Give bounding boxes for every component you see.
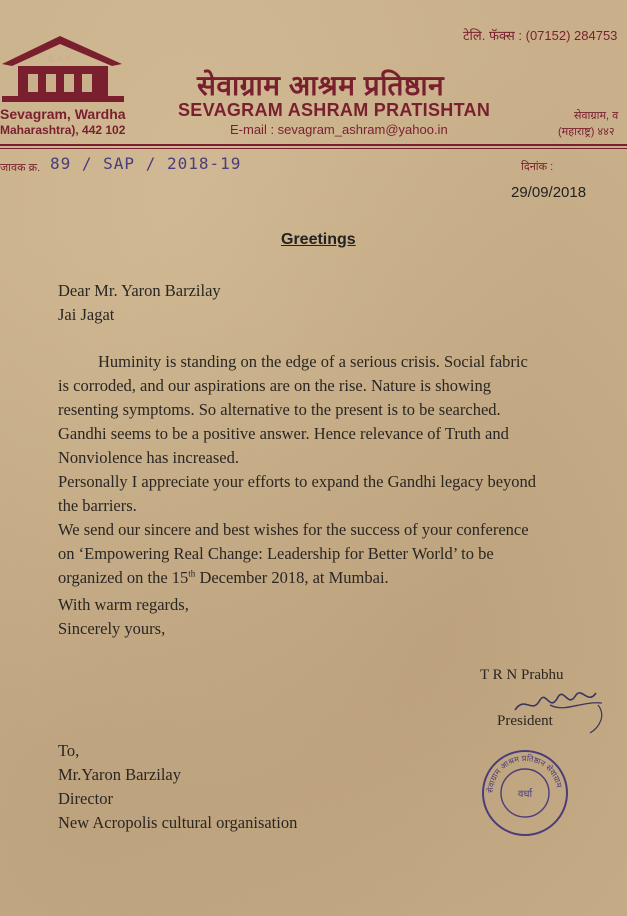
greeting-heading: Greetings — [281, 231, 356, 248]
svg-text:वर्धा: वर्धा — [517, 789, 533, 800]
date-label: दिनांक : — [521, 161, 554, 173]
text-run: December 2018, at Mumbai. — [195, 568, 389, 587]
header-rule — [0, 144, 627, 146]
paragraph-line — [58, 568, 389, 588]
jai-jagat: Jai Jagat — [58, 305, 115, 324]
paragraph-line: on ‘Empowering Real Change: Leadership for Better World’ to be — [58, 544, 494, 563]
paragraph-line: Personally I appreciate your efforts to expand the Gandhi legacy beyond — [58, 472, 537, 491]
org-name-english: SEVAGRAM ASHRAM PRATISHTAN — [178, 100, 491, 120]
svg-text:सेवाग्राम आश्रम प्रतिष्ठान सेव: सेवाग्राम आश्रम प्रतिष्ठान सेवाग्राम — [485, 753, 564, 794]
address-right-line2: (महाराष्ट्र) ४४२ — [558, 126, 615, 138]
recipient-name: Mr.Yaron Barzilay — [58, 765, 181, 784]
recipient-organisation: New Acropolis cultural organisation — [58, 813, 298, 832]
signatory-title: President — [497, 713, 553, 729]
reference-label: जावक क्र. — [0, 162, 41, 174]
header-rule-thin — [0, 148, 627, 149]
paragraph-line: the barriers. — [58, 496, 137, 515]
paragraph-line: Nonviolence has increased. — [58, 448, 239, 467]
ashram-seal-stamp — [480, 748, 570, 838]
svg-text:S.A.P.: S.A.P. — [48, 54, 73, 64]
paragraph-line: Gandhi seems to be a positive answer. Hence relevance of Truth and — [58, 424, 509, 443]
ashram-hut-logo — [0, 26, 124, 108]
closing-line: With warm regards, — [58, 595, 189, 614]
org-email: E-mail : sevagram_ashram@yahoo.in — [230, 122, 448, 137]
recipient-role: Director — [58, 789, 113, 808]
ordinal-suffix: th — [188, 568, 196, 579]
paragraph-line: resenting symptoms. So alternative to the present is to be searched. — [58, 400, 501, 419]
telefax-number: टेलि. फॅक्स : (07152) 284753 — [463, 28, 618, 43]
letter-date: 29/09/2018 — [511, 184, 587, 201]
address-left-line2: Maharashtra), 442 102 — [0, 123, 126, 137]
salutation: Dear Mr. Yaron Barzilay — [58, 281, 221, 300]
paragraph-line: Huminity is standing on the edge of a serious crisis. Social fabric — [98, 352, 528, 371]
address-left-line1: Sevagram, Wardha — [0, 106, 126, 122]
org-name-hindi: सेवाग्राम आश्रम प्रतिष्ठान — [197, 70, 445, 101]
address-right-line1: सेवाग्राम, व — [574, 110, 619, 122]
text-run: organized on the 15 — [58, 568, 189, 587]
recipient-to: To, — [58, 741, 80, 760]
closing-line: Sincerely yours, — [58, 619, 166, 638]
paragraph-line: is corroded, and our aspirations are on the rise. Nature is showing — [58, 376, 492, 395]
signatory-name: T R N Prabhu — [480, 667, 564, 683]
reference-number: 89 / SAP / 2018-19 — [50, 154, 242, 173]
paragraph-line: We send our sincere and best wishes for the success of your conference — [58, 520, 529, 539]
